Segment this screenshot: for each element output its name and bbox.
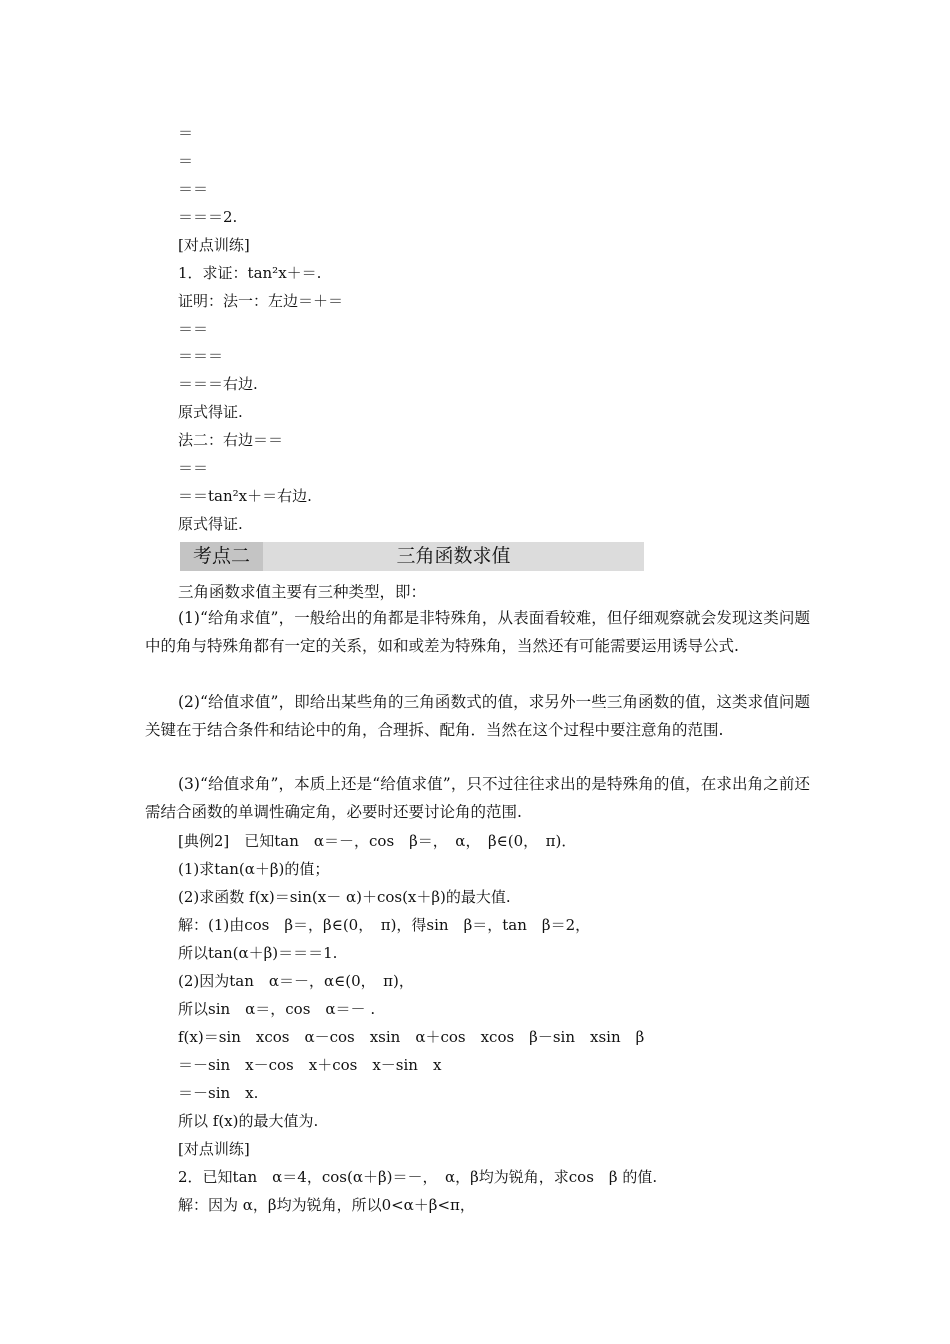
solution-line: 解：(1)由cos β＝，β∈(0， π)，得sin β＝，tan β＝2， — [178, 916, 591, 934]
paragraph: (3)“给值求角”，本质上还是“给值求值”，只不过往往求出的是特殊角的值，在求出角之前还需结合函数的单调性确定角，必要时还要讨论角的范围. — [145, 775, 810, 821]
exercise-question: 2．已知tan α＝4，cos(α＋β)＝－， α，β均为锐角，求cos β 的值. — [178, 1168, 658, 1186]
example-question: (2)求函数 f(x)＝sin(x－ α)＋cos(x＋β)的最大值. — [178, 888, 511, 906]
solution-line: (2)因为tan α＝－，α∈(0， π)， — [178, 972, 414, 990]
proof-conclusion: 原式得证. — [178, 403, 243, 421]
exercise-heading: [对点训练] — [178, 1140, 250, 1158]
solution-line: f(x)＝sin xcos α－cos xsin α＋cos xcos β－sin xsin β — [178, 1028, 645, 1046]
exercise-question: 1．求证：tan²x＋＝. — [178, 264, 322, 282]
solution-line: 所以tan(α＋β)＝＝＝1. — [178, 944, 338, 962]
example-heading: [典例2] 已知tan α＝－，cos β＝， α， β∈(0， π)． — [178, 832, 577, 850]
proof-line: ＝＝tan²x＋＝右边. — [178, 487, 312, 505]
solution-line: ＝－sin x. — [178, 1084, 259, 1102]
solution-line: 所以sin α＝，cos α＝－ . — [178, 1000, 376, 1018]
section-tag: 考点二 — [180, 542, 263, 571]
proof-line: ＝＝ — [178, 459, 209, 477]
equation-line: ＝ — [178, 124, 194, 142]
equation-line: ＝＝ — [178, 180, 209, 198]
proof-line: ＝＝＝ — [178, 347, 224, 365]
paragraph: (2)“给值求值”，即给出某些角的三角函数式的值，求另外一些三角函数的值，这类求值问题关键在于结合条件和结论中的角，合理拆、配角．当然在这个过程中要注意角的范围. — [145, 693, 810, 739]
intro-text: 三角函数求值主要有三种类型，即： — [178, 583, 427, 601]
exercise-heading: [对点训练] — [178, 236, 250, 254]
proof-line: ＝＝＝右边. — [178, 375, 258, 393]
solution-line: ＝－sin x－cos x＋cos x－sin x — [178, 1056, 442, 1074]
proof-conclusion: 原式得证. — [178, 515, 243, 533]
section-banner — [180, 542, 644, 571]
paragraph: (1)“给角求值”，一般给出的角都是非特殊角，从表面看较难，但仔细观察就会发现这类问题中的角与特殊角都有一定的关系，如和或差为特殊角，当然还有可能需要运用诱导公式. — [145, 609, 810, 655]
proof-line: 证明：法一：左边＝＋＝ — [178, 292, 344, 310]
equation-line: ＝ — [178, 152, 194, 170]
solution-line: 解：因为 α，β均为锐角，所以0<α＋β<π， — [178, 1196, 475, 1214]
equation-line: ＝＝＝2. — [178, 208, 238, 226]
proof-line: ＝＝ — [178, 320, 209, 338]
solution-conclusion: 所以 f(x)的最大值为. — [178, 1112, 319, 1130]
section-title: 三角函数求值 — [396, 545, 511, 567]
proof-line: 法二：右边＝＝ — [178, 431, 284, 449]
example-question: (1)求tan(α＋β)的值； — [178, 860, 330, 878]
